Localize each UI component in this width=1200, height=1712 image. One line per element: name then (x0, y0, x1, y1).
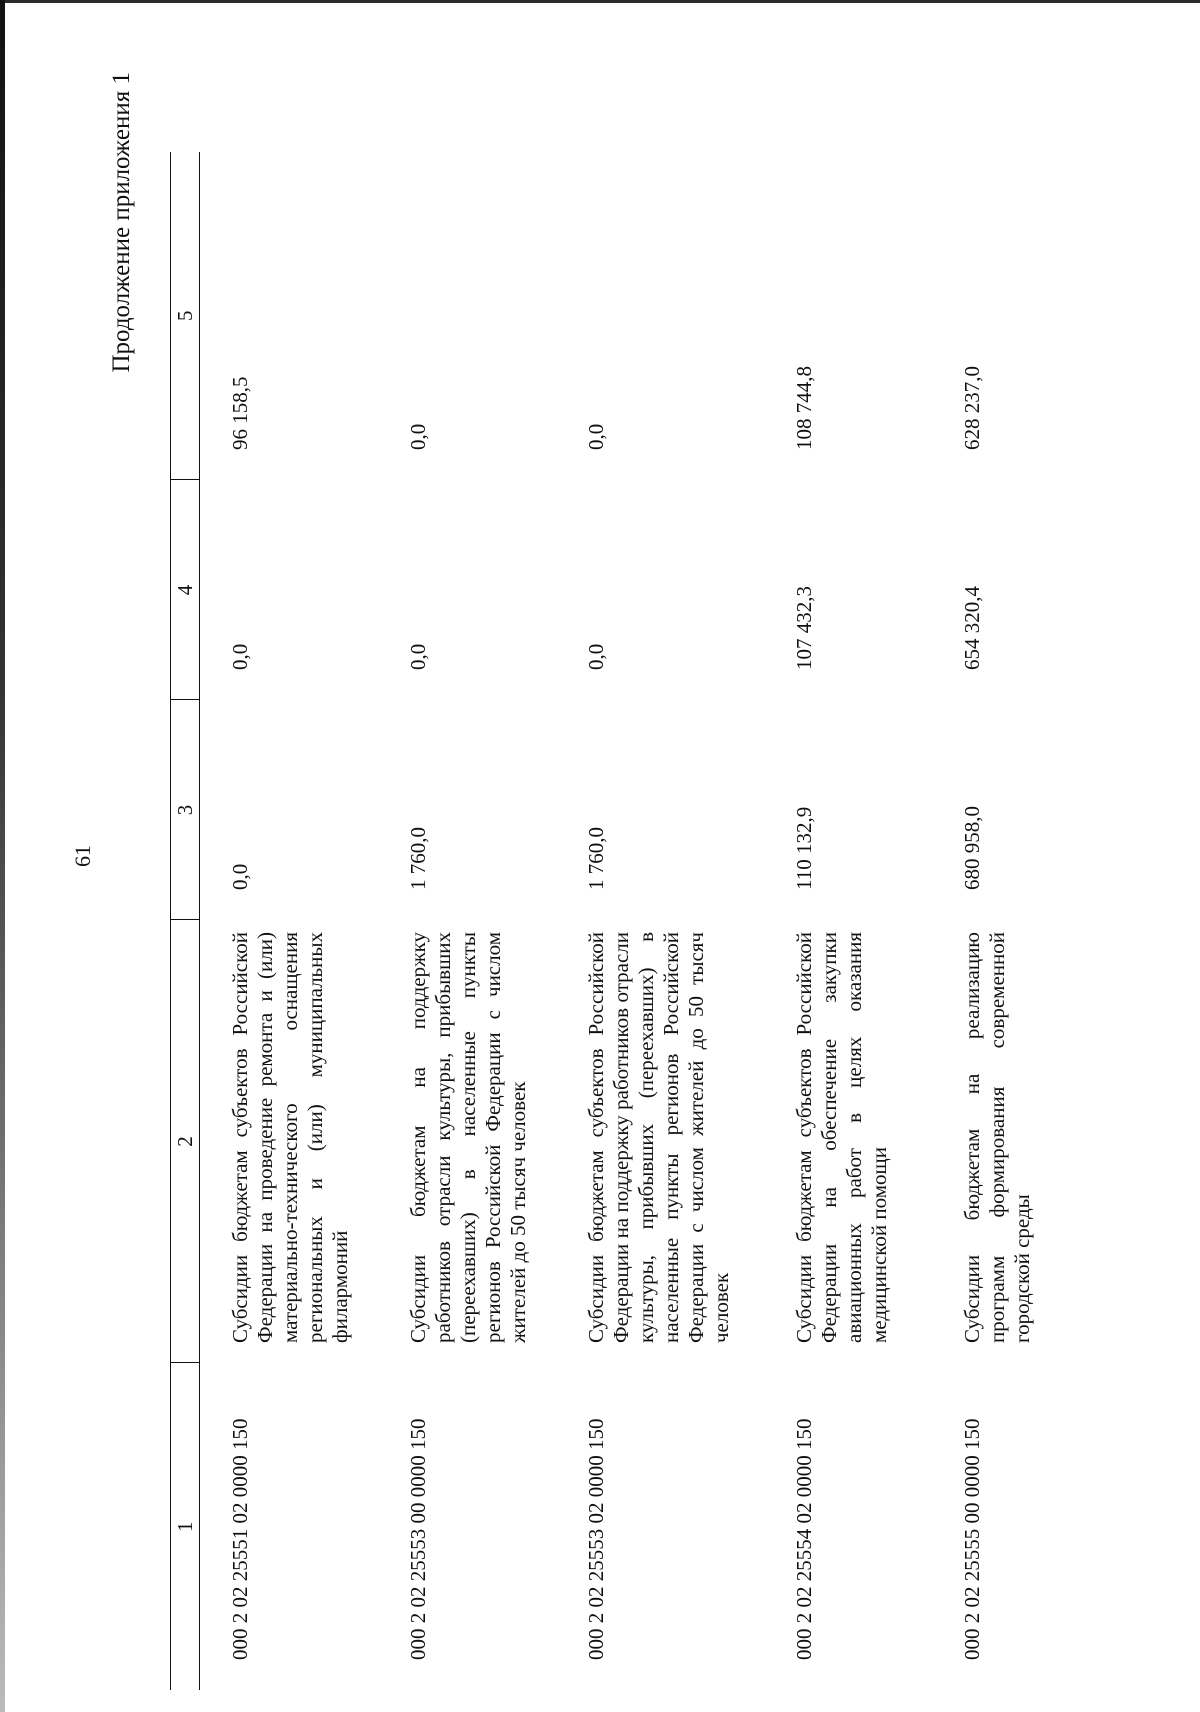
appendix-table (170, 152, 1110, 1690)
amount-col4: 0,0 (584, 643, 608, 670)
amount-col3: 1 760,0 (584, 827, 608, 890)
income-name: Субсидии бюджетам субъектов Российской Федерации на обеспечение закупки авиационных работ в целях оказания медицинской помощи (792, 932, 891, 1343)
table-row (378, 152, 556, 1690)
amount-col5: 0,0 (406, 423, 430, 450)
column-header-3: 3 (171, 700, 200, 920)
column-header-4: 4 (171, 480, 200, 700)
amount-col3: 0,0 (228, 863, 252, 890)
income-name: Субсидии бюджетам на реализацию программ формирования современной городской среды (960, 932, 1034, 1343)
amount-col5: 0,0 (584, 423, 608, 450)
budget-code: 000 2 02 25554 02 0000 150 (792, 1418, 816, 1660)
income-name: Субсидии бюджетам субъектов Российской Федерации на проведение ремонта и (или) материально-технического оснащения региональных и (или) муниципальных филармоний (228, 932, 352, 1343)
table-header-row (171, 152, 200, 1690)
amount-col4: 0,0 (406, 643, 430, 670)
table-row (556, 152, 764, 1690)
table-row (764, 152, 932, 1690)
budget-code: 000 2 02 25551 02 0000 150 (228, 1418, 252, 1660)
income-name: Субсидии бюджетам на поддержку работников отрасли культуры, прибывших (переехавших) в населенные пункты регионов Российской Федерации с числом жителей до 50 тысяч человек (406, 932, 530, 1343)
amount-col4: 654 320,4 (960, 586, 984, 670)
table-row (932, 152, 1110, 1690)
amount-col4: 107 432,3 (792, 586, 816, 670)
amount-col3: 680 958,0 (960, 806, 984, 890)
amount-col5: 108 744,8 (792, 366, 816, 450)
amount-col5: 628 237,0 (960, 366, 984, 450)
table-row (200, 152, 379, 1690)
column-header-2: 2 (171, 920, 200, 1363)
income-name: Субсидии бюджетам субъектов Российской Федерации на поддержку работников отрасли культуры, прибывших (переехавших) в населенные пункты регионов Российской Федерации с числом жителей до 50 тысяч человек (584, 932, 733, 1343)
page-number: 61 (70, 845, 95, 867)
amount-col4: 0,0 (228, 643, 252, 670)
budget-code: 000 2 02 25553 02 0000 150 (584, 1418, 608, 1660)
column-header-1: 1 (171, 1363, 200, 1690)
budget-code: 000 2 02 25553 00 0000 150 (406, 1418, 430, 1660)
continuation-label: Продолжение приложения 1 (108, 72, 135, 373)
amount-col3: 1 760,0 (406, 827, 430, 890)
amount-col3: 110 132,9 (792, 806, 816, 890)
column-header-5: 5 (171, 152, 200, 480)
budget-code: 000 2 02 25555 00 0000 150 (960, 1418, 984, 1660)
amount-col5: 96 158,5 (228, 376, 252, 450)
